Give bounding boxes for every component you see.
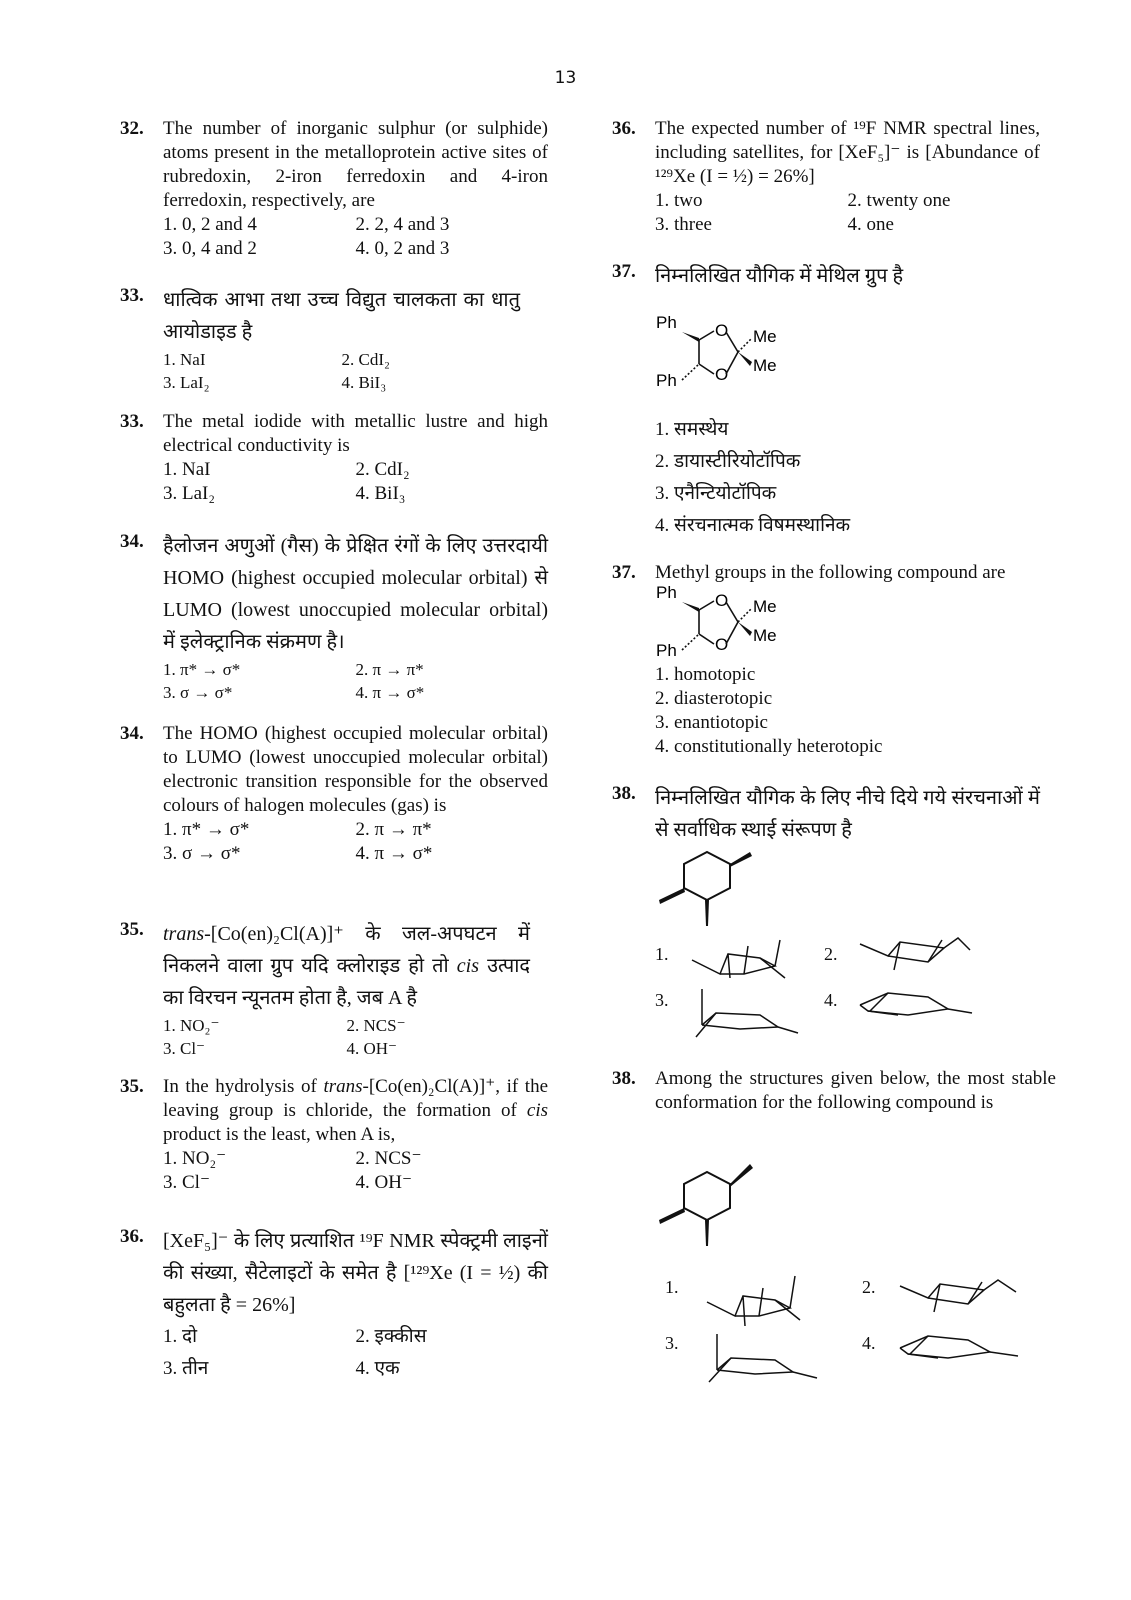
conformer-option-1-hi: [690, 930, 800, 990]
oxygen-label: O: [715, 365, 729, 384]
question-34-hi: [120, 530, 548, 704]
option-1: 1. NO₂⁻: [163, 1148, 227, 1169]
options: [163, 1147, 548, 1195]
question-34-en: [120, 722, 548, 866]
question-number: 33.: [120, 411, 144, 432]
option-number: 2.: [862, 1277, 876, 1297]
text-segment: product is the least, when A is,: [163, 1124, 396, 1145]
conformer-option-3-hi: [690, 985, 810, 1045]
text-segment: उत्पाद का विरचन न्यूनतम होता है, जब A है: [163, 955, 531, 1009]
ph-label: Ph: [656, 313, 677, 332]
question-37-en-options: [612, 663, 1040, 759]
option-2: 2. CdI₂: [355, 459, 410, 480]
question-36-en: [612, 117, 1040, 237]
option-1: 1. दो: [163, 1326, 198, 1347]
option-1: 1. homotopic: [655, 664, 756, 685]
options: [163, 458, 548, 506]
option-1: 1. 0, 2 and 4: [163, 214, 257, 235]
options: [655, 189, 1040, 237]
oxygen-label: O: [715, 635, 729, 654]
question-33-en: [120, 410, 548, 506]
option-number: 1.: [665, 1277, 679, 1297]
ph-label: Ph: [656, 583, 677, 602]
question-number: 33.: [120, 285, 144, 306]
option-4: 4. 0, 2 and 3: [355, 238, 450, 259]
option-2: 2. diasterotopic: [655, 688, 773, 709]
option-1: 1. π* → σ*: [163, 660, 241, 679]
trans-prefix: trans: [163, 923, 205, 945]
question-text: The expected number of ¹⁹F NMR spectral lines, including satellites, for [XeF₅]⁻ is [Abundance of ¹²⁹Xe (I = ½) = 26%]: [655, 118, 1040, 187]
question-number: 36.: [612, 118, 636, 139]
option-number: 3.: [655, 990, 669, 1010]
question-number: 35.: [120, 1076, 144, 1097]
question-text: The HOMO (highest occupied molecular orbital) to LUMO (lowest unoccupied molecular orbital) electronic transition responsible for the observed colours of halogen molecules (gas) is: [163, 723, 548, 816]
option-2: 2. इक्कीस: [355, 1326, 427, 1347]
question-number: 37.: [612, 261, 636, 282]
cis-word: cis: [456, 955, 480, 977]
question-text: The number of inorganic sulphur (or sulphide) atoms present in the metalloprotein active sites of rubredoxin, 2-iron ferredoxin and 4-iron ferredoxin, respectively, are: [163, 118, 548, 211]
question-text: हैलोजन अणुओं (गैस) के प्रेक्षित रंगों के लिए उत्तरदायी HOMO (highest occupied molecular orbital) से LUMO (lowest unoccupied molecular orbital) में इलेक्ट्रानिक संक्रमण है।: [163, 535, 548, 653]
conformer-option-4-hi: [858, 985, 978, 1035]
options: [655, 414, 1040, 542]
option-number: 1.: [655, 944, 669, 964]
option-3: 3. three: [655, 214, 712, 235]
option-3: 3. Cl⁻: [163, 1172, 210, 1193]
option-1: 1. NO₂⁻: [163, 1016, 220, 1035]
methyl-label: Me: [753, 356, 777, 375]
option-number: 4.: [824, 990, 838, 1010]
conformer-option-2-hi: [858, 930, 978, 990]
option-4: 4. one: [847, 214, 894, 235]
option-2: 2. π → π*: [355, 660, 424, 679]
question-text: निम्नलिखित यौगिक में मेथिल ग्रुप है: [655, 265, 904, 287]
options: [163, 818, 548, 866]
cyclohexane-structure-en: [655, 1162, 765, 1252]
option-1: 1. π* → σ*: [163, 819, 250, 840]
page-number: 13: [554, 68, 577, 88]
option-4: 4. BiI₃: [341, 373, 387, 392]
option-4: 4. constitutionally heterotopic: [655, 736, 883, 757]
dioxolane-structure-hi: [652, 312, 792, 392]
question-number: 35.: [120, 919, 144, 940]
option-4: 4. OH⁻: [355, 1172, 412, 1193]
option-4: 4. OH⁻: [346, 1039, 398, 1058]
ph-label: Ph: [656, 371, 677, 390]
option-number: 3.: [665, 1333, 679, 1353]
option-2: 2. 2, 4 and 3: [355, 214, 450, 235]
option-2: 2. NCS⁻: [346, 1016, 406, 1035]
option-3: 3. तीन: [163, 1358, 209, 1379]
options: [163, 213, 548, 261]
question-text: Among the structures given below, the most stable conformation for the following compound is: [655, 1068, 1056, 1113]
question-text: The metal iodide with metallic lustre and high electrical conductivity is: [163, 411, 548, 456]
conformer-option-1-en: [705, 1272, 815, 1332]
option-1: 1. समस्थेय: [655, 419, 729, 440]
question-text: निम्नलिखित यौगिक के लिए नीचे दिये गये संरचनाओं में से सर्वाधिक स्थाई संरूपण है: [655, 787, 1040, 841]
text-segment: In the hydrolysis of: [163, 1076, 317, 1097]
option-3: 3. LaI₂: [163, 483, 215, 504]
dioxolane-structure-en: [652, 582, 792, 662]
conformer-option-2-en: [898, 1272, 1024, 1332]
option-3: 3. Cl⁻: [163, 1039, 206, 1058]
option-number: 2.: [824, 944, 838, 964]
option-1: 1. two: [655, 190, 703, 211]
question-35-en: [120, 1075, 548, 1195]
question-text: धात्विक आभा तथा उच्च विद्युत चालकता का धातु आयोडाइड है: [163, 289, 520, 343]
options: [655, 663, 1040, 759]
option-3: 3. एनैन्टियोटॉपिक: [655, 483, 777, 504]
option-1: 1. NaI: [163, 350, 206, 369]
question-32-en: [120, 117, 548, 261]
question-33-hi: [120, 284, 520, 394]
options: [163, 658, 548, 704]
question-38-hi: [612, 782, 1040, 846]
option-4: 4. एक: [355, 1358, 400, 1379]
complex-formula: -[Co(en)₂Cl(A)]⁺: [204, 923, 344, 945]
options: [163, 348, 520, 394]
question-text: [163, 918, 530, 1014]
cis-word: cis: [526, 1100, 548, 1121]
option-1: 1. NaI: [163, 459, 211, 480]
question-text: Methyl groups in the following compound are: [655, 562, 1006, 583]
question-35-hi: [120, 918, 530, 1060]
question-37-hi-options: [612, 414, 1040, 542]
cyclohexane-structure-hi: [655, 842, 765, 932]
question-number: 37.: [612, 562, 636, 583]
question-text: [163, 1075, 548, 1147]
option-4: 4. π → σ*: [355, 683, 425, 702]
option-2: 2. CdI₂: [341, 350, 390, 369]
methyl-label: Me: [753, 327, 777, 346]
trans-prefix: trans: [323, 1076, 363, 1097]
question-36-hi: [120, 1225, 548, 1385]
option-2: 2. डायास्टीरियोटॉपिक: [655, 451, 801, 472]
option-4: 4. π → σ*: [355, 843, 433, 864]
options: [163, 1321, 548, 1385]
option-3: 3. enantiotopic: [655, 712, 768, 733]
oxygen-label: O: [715, 321, 729, 340]
question-number: 38.: [612, 783, 636, 804]
option-4: 4. BiI₃: [355, 483, 406, 504]
option-3: 3. σ → σ*: [163, 843, 241, 864]
oxygen-label: O: [715, 591, 729, 610]
option-2: 2. twenty one: [847, 190, 951, 211]
option-2: 2. π → π*: [355, 819, 432, 840]
question-38-en: [612, 1067, 1056, 1115]
question-number: 38.: [612, 1068, 636, 1089]
option-2: 2. NCS⁻: [355, 1148, 422, 1169]
methyl-label: Me: [753, 626, 777, 645]
option-3: 3. σ → σ*: [163, 683, 233, 702]
conformer-option-4-en: [898, 1330, 1022, 1370]
option-3: 3. 0, 4 and 2: [163, 238, 257, 259]
options: [163, 1014, 530, 1060]
question-number: 36.: [120, 1226, 144, 1247]
complex-formula: -[Co(en)₂Cl(A)]⁺, if the leaving group is chloride, the formation of: [163, 1076, 548, 1121]
question-text: [XeF₅]⁻ के लिए प्रत्याशित ¹⁹F NMR स्पेक्ट्रमी लाइनों की संख्या, सैटेलाइटों के समेत है [¹²⁹Xe (I = ½) की बहुलता है = 26%]: [163, 1230, 548, 1316]
question-number: 32.: [120, 118, 144, 139]
option-4: 4. संरचनात्मक विषमस्थानिक: [655, 515, 851, 536]
question-number: 34.: [120, 723, 144, 744]
text-segment: के जल-अपघटन में निकलने वाला ग्रुप यदि क्लोराइड हो तो: [163, 923, 530, 977]
ph-label: Ph: [656, 641, 677, 660]
methyl-label: Me: [753, 597, 777, 616]
conformer-option-3-en: [705, 1330, 825, 1390]
question-number: 34.: [120, 531, 144, 552]
question-37-hi: [612, 260, 1040, 292]
option-3: 3. LaI₂: [163, 373, 210, 392]
option-number: 4.: [862, 1333, 876, 1353]
